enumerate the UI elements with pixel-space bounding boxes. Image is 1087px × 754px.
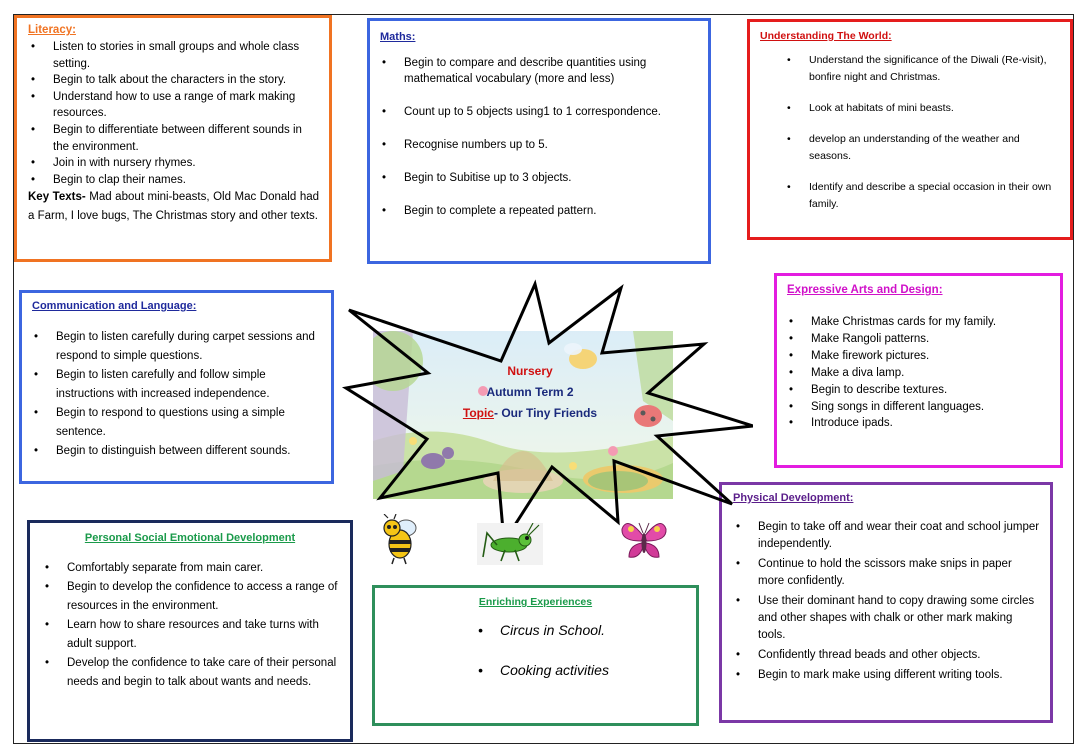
- world-title: Understanding The World:: [760, 30, 892, 42]
- list-item: • Introduce ipads.: [811, 415, 1050, 432]
- physical-list: [733, 519, 1040, 684]
- list-item: • Learn how to share resources and take turns with adult support.: [67, 616, 340, 654]
- list-item: • Make firework pictures.: [811, 348, 1050, 365]
- list-item: • Sing songs in different languages.: [811, 399, 1050, 416]
- arts-list: [787, 314, 1050, 432]
- list-item: • Circus in School.: [500, 620, 686, 640]
- enriching-title: Enriching Experiences: [478, 596, 593, 608]
- key-texts-value: Mad about mini-beasts, Old Mac Donald had a Farm, I love bugs, The Christmas story and other texts.: [28, 191, 320, 223]
- list-item: • develop an understanding of the weather and seasons.: [809, 131, 1060, 165]
- topic-label: Topic: [462, 406, 494, 420]
- maths-title: Maths:: [380, 31, 416, 43]
- list-item: • Understand how to use a range of mark making resources.: [53, 89, 319, 122]
- understanding-world-panel: [747, 19, 1073, 240]
- list-item: • Make a diva lamp.: [811, 365, 1050, 382]
- list-item: • Begin to listen carefully during carpet sessions and respond to simple questions.: [56, 328, 321, 366]
- list-item: • Develop the confidence to take care of their personal needs and begin to talk about wants and needs.: [67, 654, 340, 692]
- list-item: • Comfortably separate from main carer.: [67, 559, 340, 578]
- list-item: • Begin to take off and wear their coat and school jumper independently.: [758, 519, 1040, 553]
- psed-list: [40, 559, 340, 692]
- list-item: • Begin to mark make using different writing tools.: [758, 667, 1040, 684]
- list-item: • Understand the significance of the Diwali (Re-visit), bonfire night and Christmas.: [809, 52, 1060, 86]
- list-item: • Begin to distinguish between different sounds.: [56, 442, 321, 461]
- communication-title: Communication and Language:: [32, 300, 197, 312]
- list-item: • Cooking activities: [500, 660, 686, 680]
- world-list: [760, 52, 1060, 213]
- list-item: • Begin to complete a repeated pattern.: [404, 203, 698, 219]
- enriching-experiences-panel: [372, 585, 699, 726]
- list-item: • Begin to develop the confidence to access a range of resources in the environment.: [67, 578, 340, 616]
- literacy-panel: [14, 15, 332, 262]
- list-item: • Join in with nursery rhymes.: [53, 155, 319, 172]
- communication-panel: [19, 290, 334, 484]
- list-item: • Continue to hold the scissors make snips in paper more confidently.: [758, 556, 1040, 590]
- literacy-title: Literacy:: [28, 24, 76, 36]
- list-item: • Identify and describe a special occasion in their own family.: [809, 179, 1060, 213]
- key-texts: [28, 188, 319, 226]
- list-item: • Begin to listen carefully and follow simple instructions with increased independence.: [56, 366, 321, 404]
- list-item: • Look at habitats of mini beasts.: [809, 100, 1060, 117]
- topic-line: [430, 403, 630, 424]
- list-item: • Begin to talk about the characters in the story.: [53, 72, 319, 89]
- topic-value: - Our Tiny Friends: [493, 406, 598, 420]
- list-item: • Listen to stories in small groups and whole class setting.: [53, 39, 319, 72]
- maths-panel: [367, 18, 711, 264]
- list-item: • Begin to respond to questions using a simple sentence.: [56, 404, 321, 442]
- physical-development-panel: [719, 482, 1053, 723]
- list-item: • Make Rangoli patterns.: [811, 331, 1050, 348]
- list-item: • Confidently thread beads and other objects.: [758, 647, 1040, 664]
- grasshopper-icon: [477, 523, 543, 565]
- list-item: • Count up to 5 objects using1 to 1 correspondence.: [404, 104, 698, 120]
- expressive-arts-panel: [774, 273, 1063, 468]
- psed-panel: [27, 520, 353, 742]
- bee-icon: [378, 514, 422, 566]
- list-item: • Begin to clap their names.: [53, 172, 319, 189]
- communication-list: [32, 328, 321, 461]
- literacy-list: [28, 39, 319, 188]
- list-item: • Begin to Subitise up to 3 objects.: [404, 170, 698, 186]
- list-item: • Make Christmas cards for my family.: [811, 314, 1050, 331]
- psed-title: Personal Social Emotional Development: [84, 532, 296, 544]
- nursery-label: Nursery: [507, 364, 553, 378]
- physical-title: Physical Development:: [733, 492, 854, 504]
- enriching-list: [385, 620, 686, 680]
- topic-heading: [430, 361, 630, 424]
- term-label: Autumn Term 2: [486, 385, 574, 399]
- butterfly-icon: [619, 517, 669, 563]
- arts-title: Expressive Arts and Design:: [787, 284, 943, 296]
- list-item: • Begin to describe textures.: [811, 382, 1050, 399]
- list-item: • Begin to differentiate between different sounds in the environment.: [53, 122, 319, 155]
- list-item: • Use their dominant hand to copy drawing some circles and other shapes with chalk or other mark making tools.: [758, 593, 1040, 644]
- key-texts-label: Key Texts-: [28, 191, 86, 204]
- list-item: • Recognise numbers up to 5.: [404, 137, 698, 153]
- maths-list: [380, 55, 698, 219]
- list-item: • Begin to compare and describe quantities using mathematical vocabulary (more and less): [404, 55, 698, 87]
